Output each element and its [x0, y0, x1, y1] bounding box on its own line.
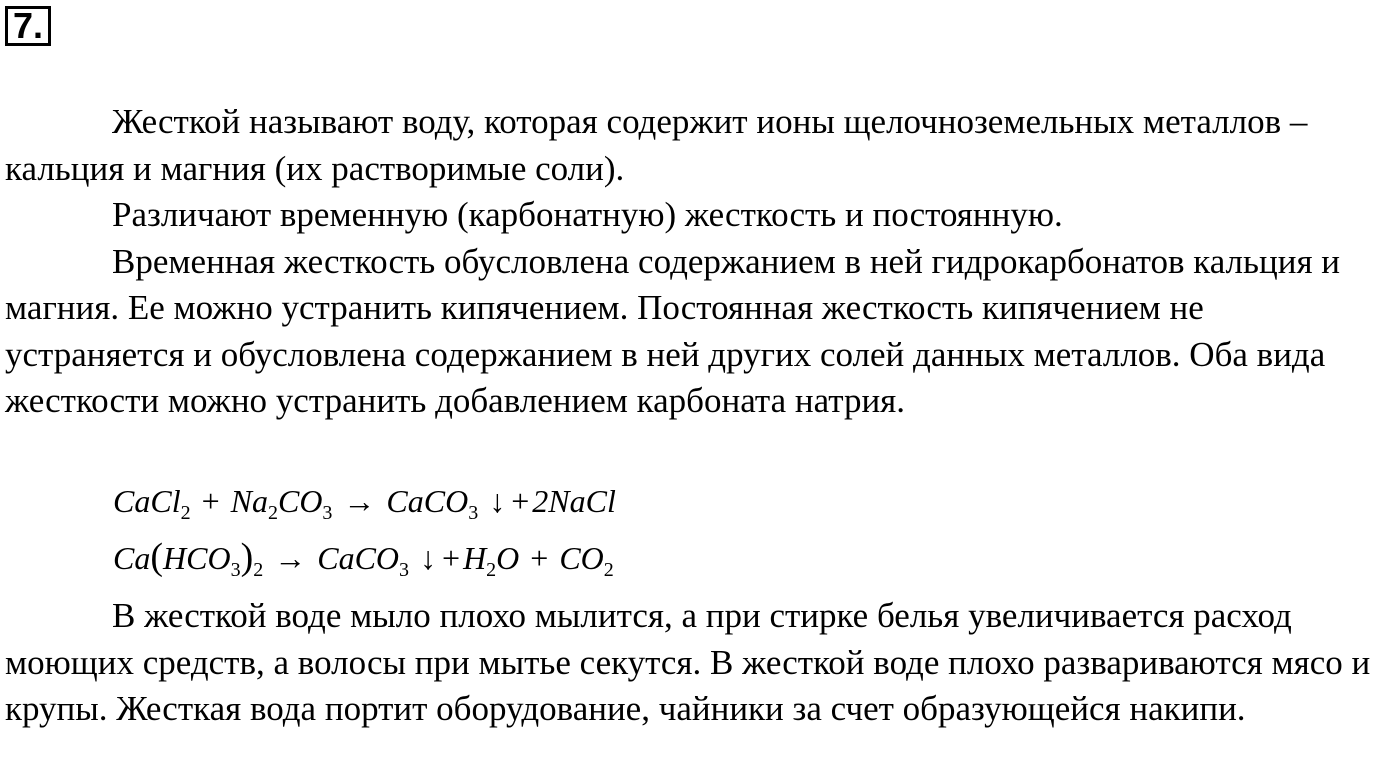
text-top — [5, 99, 1371, 425]
paragraph-hardness-types: Различают временную (карбонатную) жесткость и постоянную. — [112, 195, 1063, 234]
eq-subscript: 2 — [603, 559, 614, 581]
precipitate-arrow: ↓ — [420, 540, 437, 576]
eq-subscript: 3 — [468, 502, 479, 524]
eq-term: Na — [230, 483, 268, 519]
eq-subscript: 2 — [180, 502, 191, 524]
left-paren: ( — [150, 536, 163, 578]
plus-sign: + — [442, 540, 461, 576]
right-paren: ) — [240, 536, 254, 578]
eq-subscript: 3 — [399, 559, 410, 581]
eq-subscript: 3 — [230, 559, 241, 581]
eq-term: Ca — [113, 540, 151, 576]
reaction-arrow: → — [274, 540, 307, 576]
eq-subscript: 2 — [267, 502, 278, 524]
eq-term: HCO — [163, 540, 231, 576]
precipitate-arrow: ↓ — [489, 483, 506, 519]
paragraph-hard-water-effects: В жесткой воде мыло плохо мылится, а при стирке белья увеличивается расход моющих средств, а волосы при мытье секутся. В жесткой воде плохо развариваются мясо и крупы. Жесткая вода портит оборудование, чайники за счет образующейся накипи. — [5, 596, 1371, 728]
eq-subscript: 2 — [253, 559, 264, 581]
task-number: 7. — [5, 6, 51, 46]
eq-subscript: 3 — [322, 502, 333, 524]
text-bottom — [5, 593, 1371, 733]
eq-term: CO — [559, 540, 604, 576]
plus-sign: + — [530, 540, 549, 576]
eq-term: O — [496, 540, 520, 576]
eq-term: CaCO — [386, 483, 469, 519]
paragraph-hardness-definition: Жесткой называют воду, которая содержит ионы щелочноземельных металлов – кальция и магния (их растворимые соли). — [5, 102, 1308, 188]
equation-sodium-carbonate — [113, 481, 616, 524]
eq-subscript: 2 — [486, 559, 497, 581]
plus-sign: + — [201, 483, 220, 519]
eq-term: CaCO — [317, 540, 400, 576]
reaction-arrow: → — [343, 483, 376, 519]
eq-term: 2NaCl — [532, 483, 616, 519]
paragraph-temporary-hardness: Временная жесткость обусловлена содержанием в ней гидрокарбонатов кальция и магния. Ее можно устранить кипячением. Постоянная жесткость кипячением не устраняется и обусловлена содержанием в ней других солей данных металлов. Оба вида жесткости можно устранить добавлением карбоната натрия. — [5, 241, 1341, 420]
equation-bicarbonate-boiling — [113, 536, 614, 581]
eq-term: H — [463, 540, 487, 576]
eq-term: CaCl — [113, 483, 181, 519]
plus-sign: + — [511, 483, 530, 519]
eq-term: CO — [277, 483, 323, 519]
